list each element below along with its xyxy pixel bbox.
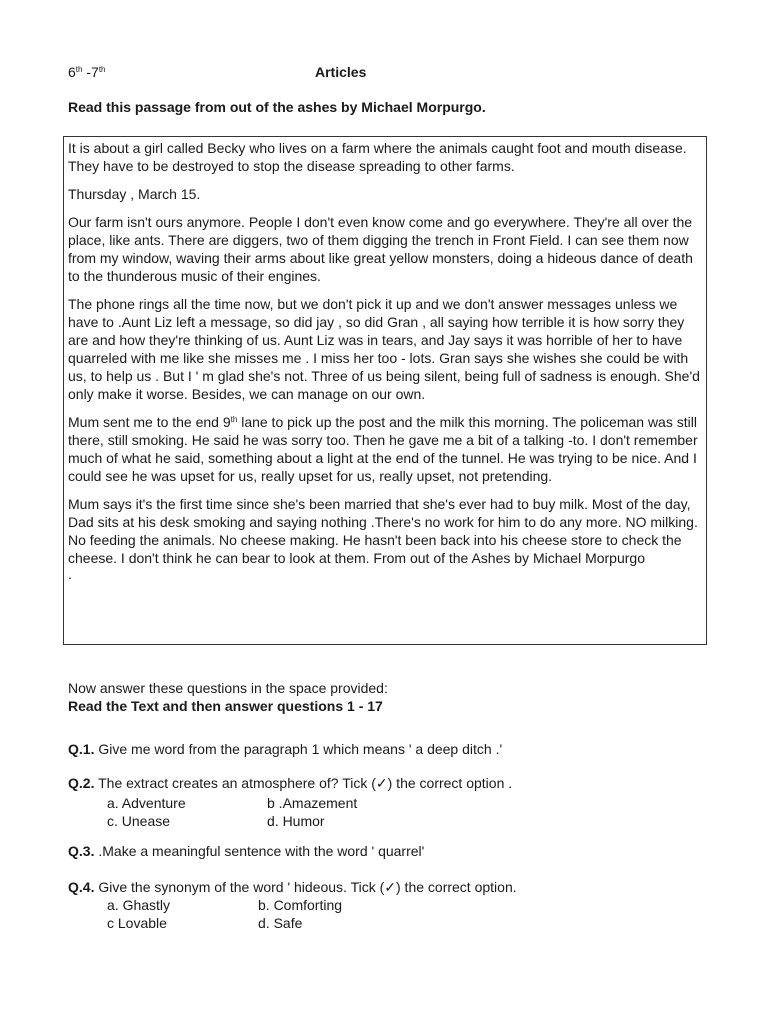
q2-option-c: c. Unease [107, 813, 171, 829]
question-1: Q.1. Give me word from the paragraph 1 which means ' a deep ditch .' [68, 741, 503, 757]
question-3: Q.3. .Make a meaningful sentence with the word ' quarrel' [68, 843, 425, 859]
passage-date: Thursday , March 15. [68, 186, 201, 202]
q4-option-b: b. Comforting [258, 897, 343, 913]
q4-option-a: a. Ghastly [107, 897, 171, 913]
instructions-line-1: Now answer these questions in the space provided: [68, 680, 388, 696]
grade-level: 6th -7th [68, 64, 106, 80]
passage-trailing-dot: . [68, 566, 72, 582]
instructions-line-2: Read the Text and then answer questions 1 - 17 [68, 698, 383, 714]
instructions [68, 679, 388, 715]
passage-paragraph-1: It is about a girl called Becky who lives on a farm where the animals caught foot and mouth disease. They have to be destroyed to stop the disease spreading to other farms. [68, 140, 687, 174]
question-4: Q.4. Give the synonym of the word ' hideous. Tick (✓) the correct option. [68, 879, 517, 895]
passage-paragraph-4: Mum sent me to the end 9th lane to pick up the post and the milk this morning. The policeman was still there, still smoking. He said he was sorry too. Then he gave me a bit of a talking -to. I don't remember much of what he said, something about a light at the end of the tunnel. He was trying to be nice. And I could see he was upset for us, really upset for us, really upset, not pretending. [68, 414, 698, 484]
intro-instruction: Read this passage from out of the ashes by Michael Morpurgo. [68, 99, 486, 115]
page-title: Articles [315, 64, 367, 80]
q2-option-b: b .Amazement [267, 795, 358, 811]
passage-paragraph-2: Our farm isn't ours anymore. People I don't even know come and go everywhere. They're all over the place, like ants. There are diggers, two of them digging the trench in Front Field. I can see them now from my window, waving their arms about like great yellow monsters, doing a hideous dance of death to the thunderous music of their engines. [68, 214, 693, 284]
passage-box [63, 136, 707, 645]
passage-paragraph-5: Mum says it's the first time since she's been married that she's ever had to buy milk. Most of the day, Dad sits at his desk smoking and saying nothing .There's no work for him to do any more. NO milking. No feeding the animals. No cheese making. He hasn't been back into his cheese store to check the cheese. I don't think he can bear to look at them. From out of the Ashes by Michael Morpurgo [68, 496, 698, 566]
q2-option-d: d. Humor [267, 813, 325, 829]
q4-option-c: c Lovable [107, 915, 167, 931]
passage-paragraph-3: The phone rings all the time now, but we don't pick it up and we don't answer messages unless we have to .Aunt Liz left a message, so did jay , so did Gran , all saying how terrible it is how sorry they are and how they're thinking of us. Aunt Liz was in tears, and Jay says it was horrible of her to have quarreled with me like she misses me . I miss her too - lots. Gran says she wishes she could be with us, to help us . But I ' m glad she's not. Three of us being silent, being full of sadness is enough. She'd only make it worse. Besides, we can manage on our own. [68, 296, 700, 402]
q2-option-a: a. Adventure [107, 795, 186, 811]
q4-option-d: d. Safe [258, 915, 303, 931]
question-2: Q.2. The extract creates an atmosphere of? Tick (✓) the correct option . [68, 775, 513, 791]
